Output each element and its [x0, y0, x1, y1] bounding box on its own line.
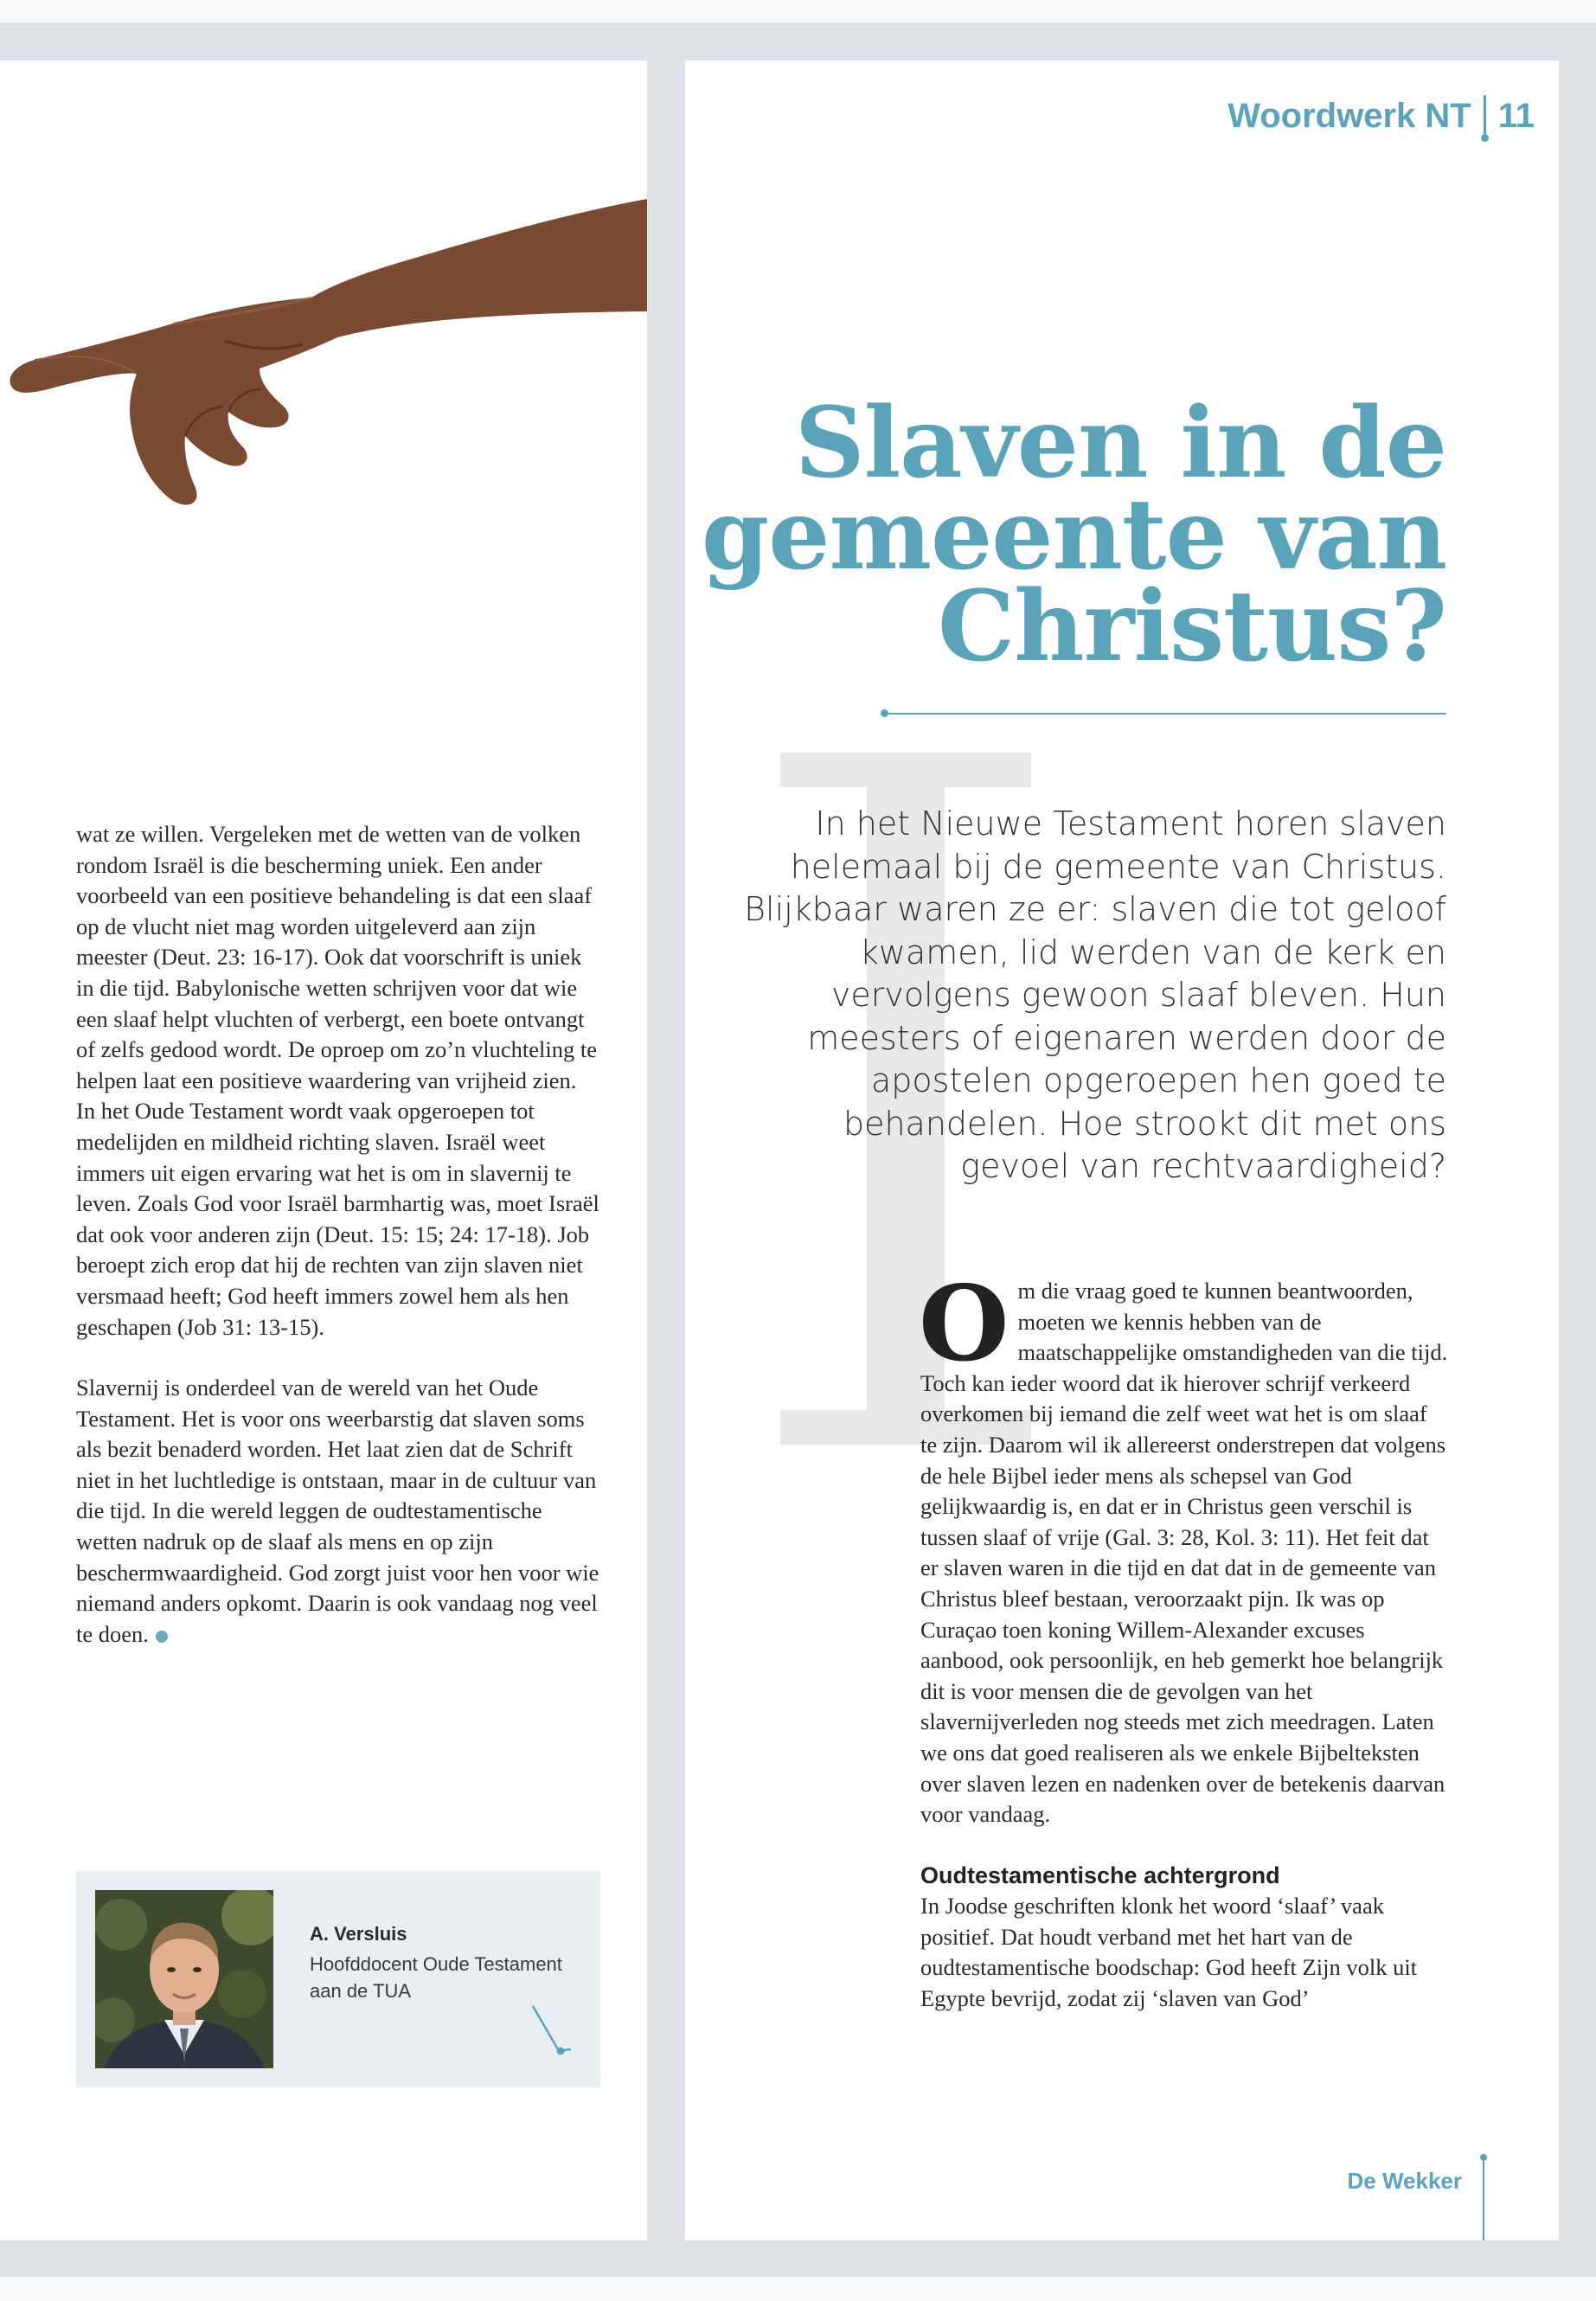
decorative-line-dot-icon: [526, 2001, 578, 2061]
end-dot-icon: [156, 1631, 168, 1643]
magazine-section: Woordwerk NT: [1227, 96, 1471, 135]
article-title: Slaven in de gemeente van Christus?: [701, 387, 1446, 683]
lead-paragraph: In het Nieuwe Testament horen slaven helemaal bij de gemeente van Christus. Blijkbaar waren ze er: slaven die tot geloof kwamen, lid werden van de kerk en vervolgens gewoon slaaf bleven. Hun meesters of eigenaren werden door de apostelen opgeroepen hen goed te behandelen. Hoe strookt dit met ons gevoel van rechtvaardigheid?: [744, 804, 1446, 1185]
left-paragraph-3: Slavernij is onderdeel van de wereld van het Oude Testament. Het is voor ons weerbarstig dat slaven soms als bezit benaderd worden. Het laat zien dat de Schrift niet in het luchtledige is ontstaan, maar in de cultuur van die tijd. In die wereld leggen de oudtestamentische wetten nadruk op de slaaf als mens en op zijn beschermwaardigheid. God zorgt juist voor hen voor wie niemand anders opkomt. Daarin is ook vandaag nog veel te doen.: [76, 1375, 599, 1647]
author-portrait: [95, 1890, 273, 2068]
right-body-column: [919, 1263, 1448, 2015]
pointing-hand-illustration: [0, 133, 647, 566]
author-name: A. Versluis: [310, 1923, 407, 1945]
author-box: [76, 1871, 600, 2087]
bottom-band: [0, 2277, 1596, 2301]
top-band: [0, 0, 1596, 22]
left-page: [0, 61, 647, 2240]
subheading: Oudtestamentische achtergrond: [920, 1862, 1280, 1888]
page-number: 11: [1497, 96, 1535, 135]
right-paragraph-1: Om die vraag goed te kunnen beantwoorden, moeten we kennis hebben van de maatschappelijke omstandigheden van die tijd. Toch kan ieder woord dat ik hierover schrijf verkeerd overkomen bij iemand die zelf weet wat het is om slaaf te zijn. Daarom wil ik allereerst onderstrepen dat volgens de hele Bijbel ieder mens als schepsel van God gelijkwaardig is, en dat er in Christus geen verschil is tussen slaaf of vrije (Gal. 3: 28, Kol. 3: 11). Het feit dat er slaven waren in die tijd en dat dat in de gemeente van Christus bleef bestaan, veroorzaakt pijn. Ik was op Curaçao toen koning Willem-Alexander excuses aanbood, ook persoonlijk, en heb gemerkt hoe belangrijk dit is voor mensen die de gevolgen van het slavernijverleden nog steeds met zich meedragen. Laten we ons dat goed realiseren als we enkele Bijbelteksten over slaven lezen en nadenken over de betekenis daarvan voor vandaag.: [919, 1263, 1448, 1828]
left-paragraph-2: In het Oude Testament wordt vaak opgeroepen tot medelijden en mildheid richting slaven. Israël weet immers uit eigen ervaring wat het is om in slavernij te leven. Zoals God voor Israël barmhartig was, moet Israël dat ook voor anderen zijn (Deut. 15: 15; 24: 17-18). Job beroept zich erop dat hij de rechten van zijn slaven niet versmaad heeft; God heeft immers zowel hem als hen geschapen (Job 31: 13-15).: [76, 1098, 599, 1340]
footer-publication: De Wekker: [1347, 2168, 1462, 2194]
left-paragraph-1: wat ze willen. Vergeleken met de wetten van de volken rondom Israël is die bescherming uniek. Een ander voorbeeld van een positieve behandeling is dat een slaaf op de vlucht niet mag worden uitgeleverd aan zijn meester (Deut. 23: 16-17). Ook dat voorschrift is uniek in die tijd. Babylonische wetten schrijven voor dat wie een slaaf helpt vluchten of verbergt, een boete ontvangt of zelfs gedood wordt. De oproep om zo’n vluchteling te helpen laat een positieve waardering van vrijheid zien.: [76, 821, 597, 1093]
drop-cap: O: [919, 1263, 1010, 1385]
right-paragraph-2: In Joodse geschriften klonk het woord ‘slaaf’ vaak positief. Dat houdt verband met het hart van de oudtestamentische boodschap: God heeft Zijn volk uit Egypte bevrijd, zodat zij ‘slaven van God’: [920, 1893, 1418, 2012]
footer-rule: [1483, 2157, 1484, 2240]
author-role: Hoofddocent Oude Testament aan de TUA: [310, 1953, 562, 2002]
running-head: [1227, 95, 1535, 137]
running-head-separator: [1484, 95, 1486, 137]
title-rule: [884, 713, 1446, 715]
left-body-column: [76, 819, 604, 1650]
right-page: [685, 61, 1559, 2240]
